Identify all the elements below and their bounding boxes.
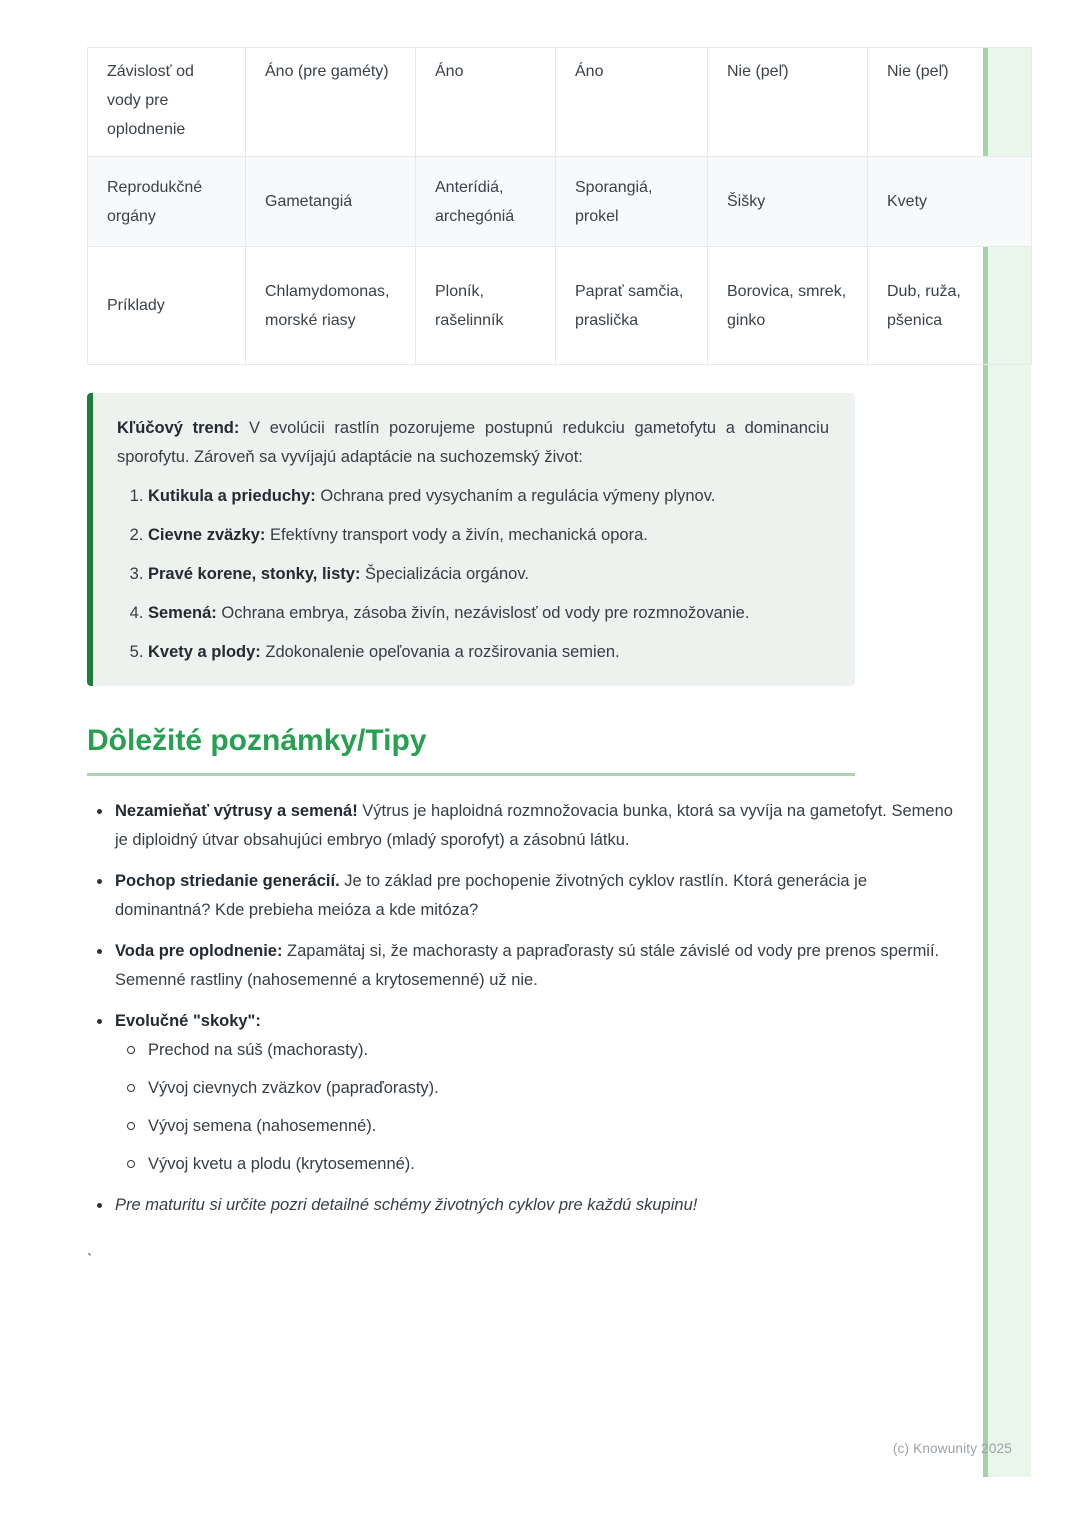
- note-lead: Pochop striedanie generácií.: [115, 872, 340, 890]
- numbered-item-lead: Cievne zväzky:: [148, 526, 266, 544]
- numbered-item-lead: Semená:: [148, 604, 217, 622]
- numbered-item-lead: Kvety a plody:: [148, 643, 261, 661]
- note-text: Zapamätaj si, že machorasty a papraďorasty sú stále závislé od vody pre prenos spermií. Semenné rastliny (nahosemenné a krytosemenné) už nie.: [115, 942, 940, 989]
- table-row-examples: [88, 247, 1032, 365]
- table-row-water-dependency: [88, 48, 1032, 157]
- table-row-reproductive-organs: [88, 157, 1032, 247]
- numbered-item: [148, 521, 829, 550]
- page-footer: (c) Knowunity 2025: [892, 1441, 1012, 1456]
- row-label-cell: Príklady: [88, 247, 246, 365]
- table-cell: Áno: [556, 48, 708, 157]
- numbered-item: [148, 482, 829, 511]
- numbered-item-text: Ochrana embrya, zásoba živín, nezávislosť od vody pre rozmnožovanie.: [216, 604, 750, 622]
- note-lead: Evolučné "skoky":: [115, 1012, 261, 1030]
- numbered-item: [148, 560, 829, 589]
- section-heading: Dôležité poznámky/Tipy: [87, 722, 855, 776]
- notes-list: [87, 797, 965, 1232]
- sub-note-item: Vývoj cievnych zväzkov (papraďorasty).: [148, 1074, 965, 1103]
- table-cell: Chlamydomonas, morské riasy: [246, 247, 416, 365]
- note-text: Je to základ pre pochopenie životných cyklov rastlín. Ktorá generácia je dominantná? Kde prebieha meióza a kde mitóza?: [115, 872, 868, 919]
- sub-notes-list: [115, 1036, 965, 1179]
- table-cell: Borovica, smrek, ginko: [708, 247, 868, 365]
- table-cell: Nie (peľ): [708, 48, 868, 157]
- note-item: [87, 1007, 965, 1179]
- table-cell: Áno: [416, 48, 556, 157]
- note-item: [87, 797, 965, 855]
- row-label-cell: Reprodukčné orgány: [88, 157, 246, 247]
- table-cell: Sporangiá, prokel: [556, 157, 708, 247]
- note-lead: Voda pre oplodnenie:: [115, 942, 283, 960]
- callout-intro-lead: Kľúčový trend:: [117, 419, 240, 437]
- table-cell: Kvety: [868, 157, 1032, 247]
- numbered-item: [148, 638, 829, 667]
- numbered-item-text: Špecializácia orgánov.: [360, 565, 529, 583]
- numbered-item-text: Efektívny transport vody a živín, mechanická opora.: [265, 526, 648, 544]
- table-cell: Áno (pre gaméty): [246, 48, 416, 157]
- comparison-table: [87, 47, 1032, 365]
- table-cell: Šišky: [708, 157, 868, 247]
- note-text: Výtrus je haploidná rozmnožovacia bunka, ktorá sa vyvíja na gametofyt. Semeno je diploidný útvar obsahujúci embryo (mladý sporofyt) a zásobnú látku.: [115, 802, 953, 849]
- note-lead: Nezamieňať výtrusy a semená!: [115, 802, 358, 820]
- table-cell: Paprať samčia, praslička: [556, 247, 708, 365]
- table-cell: Nie (peľ): [868, 48, 1032, 157]
- italic-note: Pre maturitu si určite pozri detailné schémy životných cyklov pre každú skupinu!: [87, 1191, 965, 1220]
- numbered-item-lead: Pravé korene, stonky, listy:: [148, 565, 361, 583]
- note-item: [87, 937, 965, 995]
- callout-intro: [117, 414, 829, 472]
- numbered-item: [148, 599, 829, 628]
- row-label-cell: Závislosť od vody pre oplodnenie: [88, 48, 246, 157]
- sub-note-item: Prechod na súš (machorasty).: [148, 1036, 965, 1065]
- numbered-item-text: Zdokonalenie opeľovania a rozširovania semien.: [260, 643, 620, 661]
- note-item: [87, 867, 965, 925]
- table-cell: Anterídiá, archegóniá: [416, 157, 556, 247]
- table-cell: Dub, ruža, pšenica: [868, 247, 1032, 365]
- stray-backtick: `: [87, 1252, 93, 1269]
- sub-note-item: Vývoj kvetu a plodu (krytosemenné).: [148, 1150, 965, 1179]
- numbered-item-lead: Kutikula a prieduchy:: [148, 487, 316, 505]
- callout-numbered-list: [117, 482, 829, 667]
- table-cell: Ploník, rašelinník: [416, 247, 556, 365]
- table-cell: Gametangiá: [246, 157, 416, 247]
- numbered-item-text: Ochrana pred vysychaním a regulácia výmeny plynov.: [315, 487, 716, 505]
- sub-note-item: Vývoj semena (nahosemenné).: [148, 1112, 965, 1141]
- callout-intro-text: V evolúcii rastlín pozorujeme postupnú redukciu gametofytu a dominanciu sporofytu. Zároveň sa vyvíjajú adaptácie na suchozemský život:: [117, 419, 829, 466]
- key-trend-callout: [87, 393, 855, 686]
